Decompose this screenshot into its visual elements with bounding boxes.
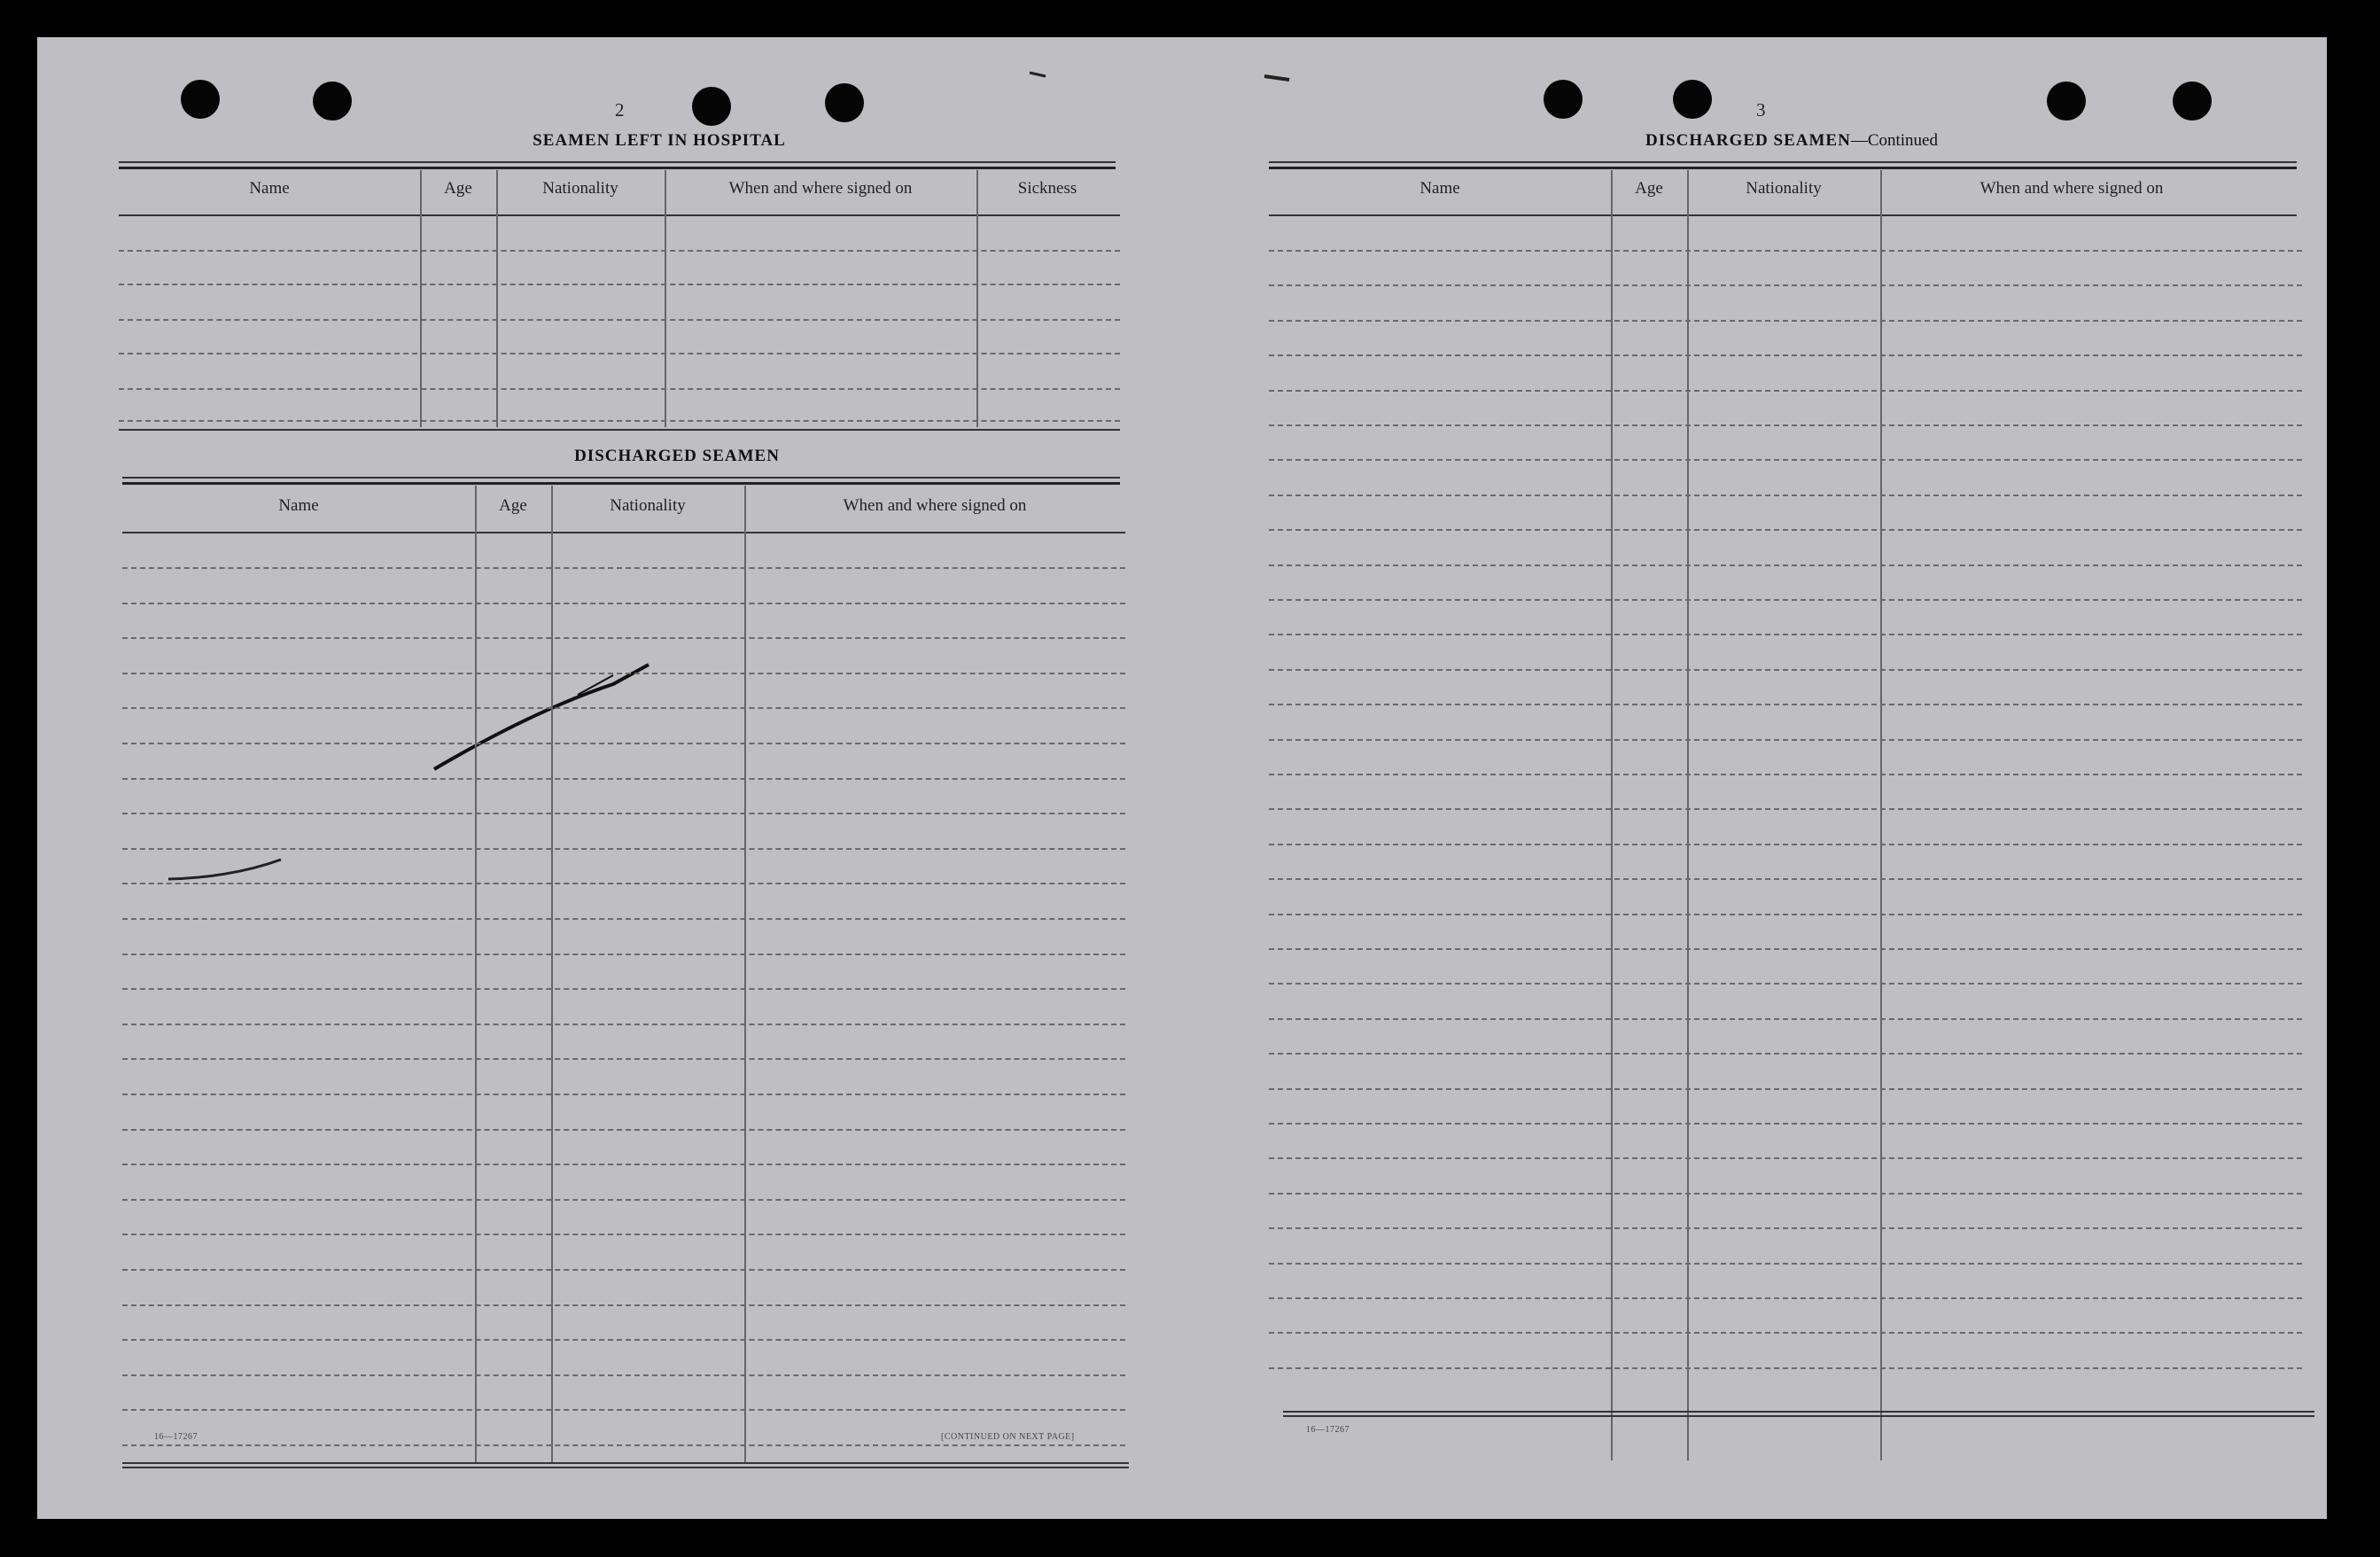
entry-line	[1269, 1018, 2302, 1020]
entry-line	[119, 353, 1120, 354]
entry-line	[122, 673, 1125, 674]
col-divider	[1880, 170, 1882, 1460]
entry-line	[122, 848, 1125, 850]
entry-line	[1269, 669, 2302, 671]
entry-line	[1269, 494, 2302, 496]
hospital-top-rule	[119, 161, 1116, 163]
entry-line	[1269, 1053, 2302, 1055]
entry-line	[1269, 1123, 2302, 1125]
col-signed-on: When and where signed on	[843, 496, 1027, 515]
entry-line	[122, 1374, 1125, 1376]
entry-line	[1269, 390, 2302, 392]
entry-line	[122, 743, 1125, 744]
col-nationality: Nationality	[610, 496, 686, 515]
col-divider	[1611, 170, 1613, 1460]
discharged-header-rule	[122, 532, 1125, 533]
entry-line	[122, 1199, 1125, 1201]
entry-line	[122, 707, 1125, 709]
col-divider	[475, 486, 477, 1464]
entry-line	[1269, 774, 2302, 775]
col-age: Age	[1635, 179, 1663, 198]
hospital-section-title: SEAMEN LEFT IN HOSPITAL	[533, 131, 786, 150]
right-top-rule	[1269, 167, 2297, 169]
entry-line	[1269, 250, 2302, 252]
entry-line	[1269, 914, 2302, 915]
page-number-left: 2	[615, 99, 625, 121]
entry-line	[122, 603, 1125, 604]
entry-line	[119, 388, 1120, 390]
entry-line	[122, 988, 1125, 990]
entry-line	[1269, 320, 2302, 322]
entry-line	[122, 1444, 1125, 1446]
discharged-bottom-rule	[122, 1467, 1129, 1468]
entry-line	[122, 1024, 1125, 1025]
col-nationality: Nationality	[1746, 179, 1822, 198]
entry-line	[122, 1409, 1125, 1411]
col-divider	[1687, 170, 1689, 1460]
entry-line	[1269, 424, 2302, 426]
entry-line	[122, 813, 1125, 814]
entry-line	[122, 1339, 1125, 1341]
entry-line	[122, 1234, 1125, 1235]
col-age: Age	[499, 496, 527, 515]
col-age: Age	[444, 179, 472, 198]
entry-line	[122, 883, 1125, 884]
entry-line	[1269, 878, 2302, 880]
entry-line	[122, 1164, 1125, 1165]
col-nationality: Nationality	[542, 179, 618, 198]
entry-line	[122, 1058, 1125, 1060]
continued-note: [CONTINUED ON NEXT PAGE]	[941, 1432, 1075, 1442]
form-sheet	[37, 37, 2327, 1519]
entry-line	[1269, 1193, 2302, 1195]
entry-line	[122, 1094, 1125, 1095]
entry-line	[122, 567, 1125, 569]
hospital-bottom-rule	[119, 429, 1120, 431]
col-name: Name	[249, 179, 290, 198]
entry-line	[1269, 529, 2302, 531]
entry-line	[122, 1269, 1125, 1271]
entry-line	[1269, 1263, 2302, 1265]
entry-line	[1269, 983, 2302, 985]
entry-line	[1269, 634, 2302, 635]
entry-line	[119, 420, 1120, 422]
entry-line	[1269, 1332, 2302, 1334]
entry-line	[1269, 739, 2302, 741]
section-title: DISCHARGED SEAMEN	[1645, 131, 1851, 150]
col-signed-on: When and where signed on	[728, 179, 913, 198]
entry-line	[122, 1304, 1125, 1306]
discharged-continued-title	[1544, 131, 2040, 151]
section-title-suffix: —Continued	[1850, 131, 1938, 150]
discharged-section-title: DISCHARGED SEAMEN	[574, 447, 780, 465]
entry-line	[1269, 948, 2302, 950]
col-signed-on: When and where signed on	[1979, 179, 2164, 198]
entry-line	[1269, 704, 2302, 705]
right-bottom-rule	[1283, 1411, 2314, 1413]
entry-line	[1269, 844, 2302, 845]
entry-line	[1269, 459, 2302, 461]
right-header-rule	[1269, 214, 2297, 216]
form-number-right: 16—17267	[1306, 1425, 1349, 1435]
col-divider	[744, 486, 746, 1464]
col-name: Name	[278, 496, 319, 515]
entry-line	[1269, 1227, 2302, 1229]
entry-line	[119, 319, 1120, 321]
entry-line	[1269, 1367, 2302, 1369]
entry-line	[122, 1129, 1125, 1131]
discharged-bottom-rule	[122, 1462, 1129, 1464]
col-divider	[551, 486, 553, 1464]
discharged-top-rule	[122, 482, 1120, 485]
entry-line	[1269, 599, 2302, 601]
entry-line	[1269, 1157, 2302, 1159]
form-number-left: 16—17267	[154, 1432, 198, 1442]
col-name: Name	[1419, 179, 1460, 198]
entry-line	[119, 250, 1120, 252]
hospital-top-rule	[119, 167, 1116, 169]
entry-line	[122, 637, 1125, 639]
entry-line	[122, 954, 1125, 955]
col-sickness: Sickness	[1017, 179, 1077, 198]
entry-line	[1269, 354, 2302, 356]
entry-line	[122, 778, 1125, 780]
entry-line	[119, 284, 1120, 285]
entry-line	[1269, 808, 2302, 810]
entry-line	[1269, 284, 2302, 286]
entry-line	[122, 918, 1125, 920]
right-top-rule	[1269, 161, 2297, 163]
discharged-top-rule	[122, 477, 1120, 479]
hospital-header-rule	[119, 214, 1120, 216]
entry-line	[1269, 564, 2302, 566]
right-bottom-rule	[1283, 1415, 2314, 1417]
entry-line	[1269, 1088, 2302, 1090]
page-number-right: 3	[1756, 99, 1766, 121]
entry-line	[1269, 1297, 2302, 1299]
